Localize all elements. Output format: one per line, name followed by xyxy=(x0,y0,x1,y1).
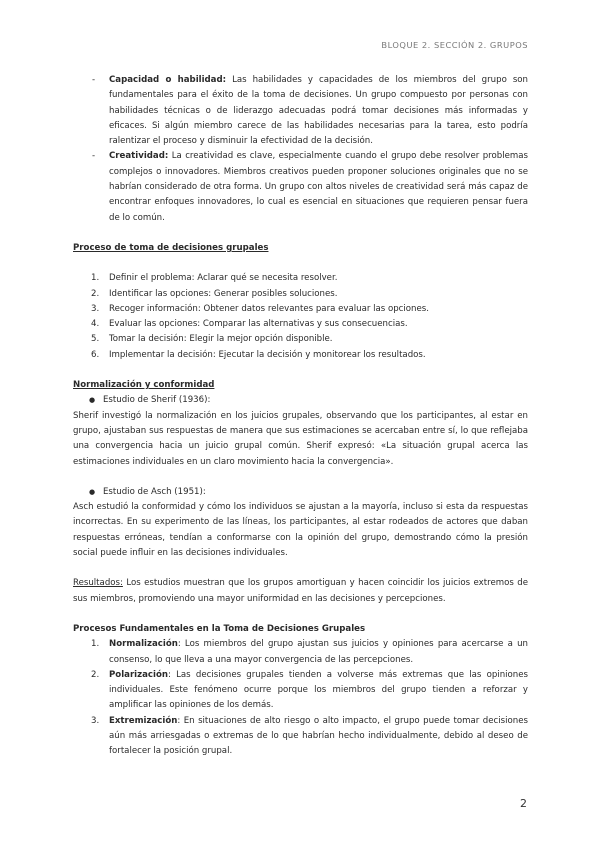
list-text: Recoger información: Obtener datos relevantes para evaluar las opciones. xyxy=(109,303,429,314)
list-number: 4. xyxy=(91,319,100,330)
resultados-text: Los estudios muestran que los grupos amortiguan y hacen coincidir los juicios extremos de sus miembros, promoviendo una mayor uniformidad en las decisiones y percepciones. xyxy=(73,578,528,604)
list-text: Implementar la decisión: Ejecutar la decisión y monitorear los resultados. xyxy=(109,349,426,360)
list-number: 5. xyxy=(91,334,100,345)
bullet-dot: ● xyxy=(89,396,96,405)
list-number: 2. xyxy=(91,288,100,299)
list-term: Extremización xyxy=(109,715,178,726)
list-term: Polarización xyxy=(109,669,168,680)
study-sherif-text: Sherif investigó la normalización en los juicios grupales, observando que los participantes, al estar en grupo, ajustaban sus respuestas de manera que sus estimaciones se acercaban entre sí, lo que reflejaba una convergencia hacia un juicio grupal común. Sherif expresó: «La situación grupal acerca las estimaciones individuales en un claro movimiento hacia la convergencia». xyxy=(73,410,528,467)
section-heading-fundamentales: Procesos Fundamentales en la Toma de Decisiones Grupales xyxy=(73,623,366,634)
study-sherif-title xyxy=(73,393,528,408)
list-item xyxy=(73,668,528,714)
list-number: 6. xyxy=(91,349,100,360)
bullet-term: Capacidad o habilidad: xyxy=(109,75,227,85)
list-number: 2. xyxy=(91,669,100,680)
list-number: 1. xyxy=(91,639,100,650)
study-title: Estudio de Sherif (1936): xyxy=(103,395,211,406)
list-term: Normalización xyxy=(109,639,178,650)
resultados-paragraph xyxy=(73,576,528,607)
list-number: 1. xyxy=(91,273,100,284)
bullet-dot: ● xyxy=(89,487,96,496)
list-item xyxy=(73,714,528,760)
list-text: : En situaciones de alto riesgo o alto impacto, el grupo puede tomar decisiones aún más arriesgadas o extremas de lo que habrían hecho individualmente, debido al deseo de fortalecer la posición grupal. xyxy=(109,715,528,757)
bullet-marker: - xyxy=(92,151,96,162)
list-text: Identificar las opciones: Generar posibles soluciones. xyxy=(109,288,338,299)
page-number: 2 xyxy=(520,797,527,810)
bullet-text: La creatividad es clave, especialmente cuando el grupo debe resolver problemas complejos o innovadores. Miembros creativos pueden proponer soluciones originales que no se habrían considerado de otra forma. Un grupo con altos niveles de creatividad será más capaz de encontrar enfoques innovadores, lo cual es esencial en situaciones que requieren pensar fuera de lo común. xyxy=(109,151,528,223)
list-number: 3. xyxy=(91,303,100,314)
bullet-term: Creatividad: xyxy=(109,151,169,162)
section-heading-normalizacion: Normalización y conformidad xyxy=(73,380,215,391)
list-item xyxy=(73,287,528,302)
fundamentales-list xyxy=(73,637,528,759)
list-item xyxy=(73,332,528,347)
section-heading-proceso: Proceso de toma de decisiones grupales xyxy=(73,242,269,253)
list-text: : Los miembros del grupo ajustan sus juicios y opiniones para acercarse a un consenso, lo que lleva a una mayor convergencia de las percepciones. xyxy=(109,639,528,665)
bullet-capacidad xyxy=(73,73,528,149)
list-number: 3. xyxy=(91,715,100,726)
list-item xyxy=(73,317,528,332)
study-asch-title xyxy=(73,485,528,500)
running-header: BLOQUE 2. SECCIÓN 2. GRUPOS xyxy=(381,40,528,50)
list-item xyxy=(73,271,528,286)
study-asch-text: Asch estudió la conformidad y cómo los individuos se ajustan a la mayoría, incluso si esta da respuestas incorrectas. En su experimento de las líneas, los participantes, al estar rodeados de actores que daban respuestas erróneas, tendían a conformarse con la opinión del grupo, demostrando cómo la presión social puede influir en las decisiones individuales. xyxy=(73,502,528,559)
bullet-creatividad xyxy=(73,149,528,225)
list-text: : Las decisiones grupales tienden a volverse más extremas que las opiniones individuales. Este fenómeno ocurre porque los miembros del grupo tienden a reforzar y amplificar las opiniones de los demás. xyxy=(109,669,528,711)
list-item xyxy=(73,348,528,363)
bullet-text: Las habilidades y capacidades de los miembros del grupo son fundamentales para el éxito de la toma de decisiones. Un grupo compuesto por personas con habilidades técnicas o de liderazgo adecuadas podrá tomar decisiones más informadas y eficaces. Si algún miembro carece de las habilidades necesarias para la tarea, esto podría ralentizar el proceso y disminuir la efectividad de la decisión. xyxy=(109,75,529,147)
list-text: Definir el problema: Aclarar qué se necesita resolver. xyxy=(109,273,338,284)
page-content xyxy=(73,73,528,760)
resultados-label: Resultados: xyxy=(73,578,123,589)
bullet-marker: - xyxy=(92,75,96,85)
list-item xyxy=(73,302,528,317)
study-title: Estudio de Asch (1951): xyxy=(103,486,206,497)
proceso-steps-list xyxy=(73,271,528,363)
list-text: Evaluar las opciones: Comparar las alternativas y sus consecuencias. xyxy=(109,319,408,330)
list-item xyxy=(73,637,528,668)
list-text: Tomar la decisión: Elegir la mejor opción disponible. xyxy=(109,334,333,345)
